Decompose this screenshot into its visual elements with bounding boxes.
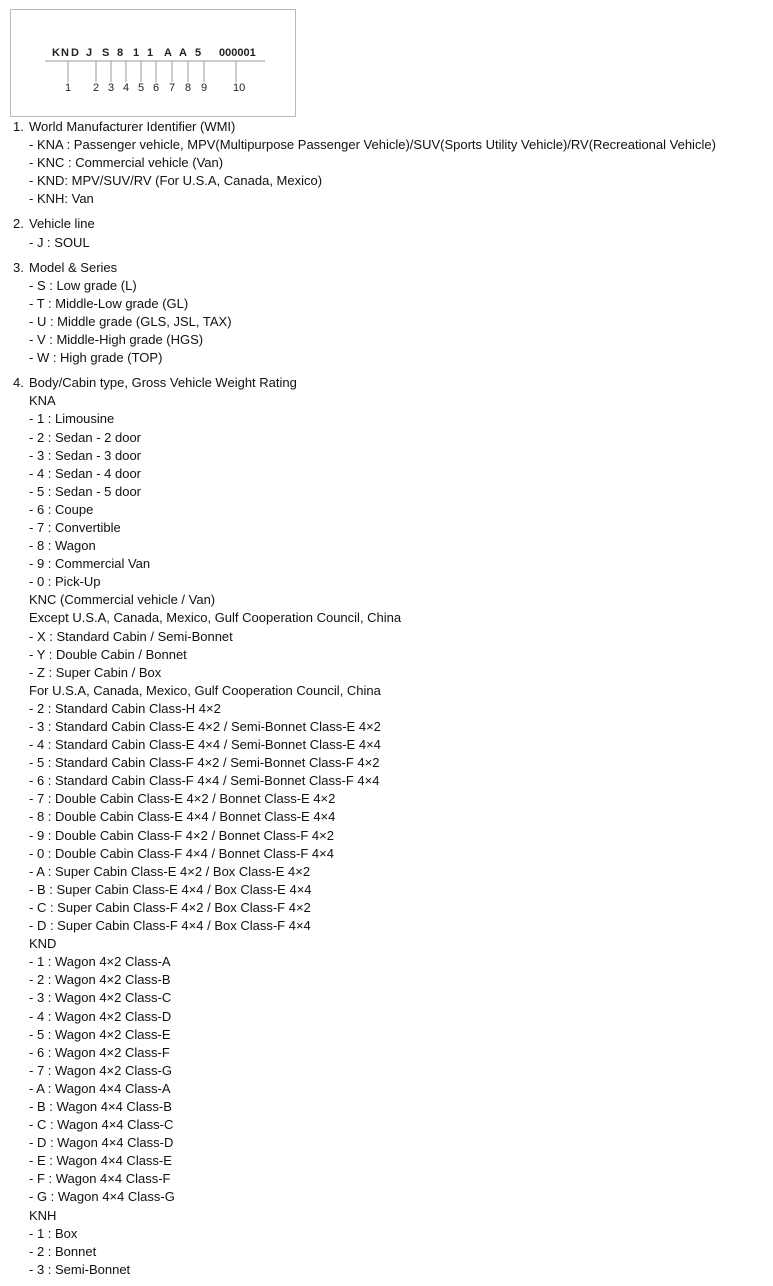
code-entry: - X : Standard Cabin / Semi-Bonnet xyxy=(29,628,233,644)
code-entry: - 6 : Wagon 4×2 Class-F xyxy=(29,1044,170,1060)
vin-char-11: 5 xyxy=(195,47,202,59)
section-number: 1. xyxy=(13,119,24,134)
code-entry: - KNC : Commercial vehicle (Van) xyxy=(29,155,224,171)
vin-diagram xyxy=(10,9,296,117)
code-entry: - 0 : Pick-Up xyxy=(29,574,101,590)
code-entry: - 1 : Wagon 4×2 Class-A xyxy=(29,954,171,970)
vin-position-9: 9 xyxy=(201,82,208,94)
code-entry: - J : SOUL xyxy=(29,234,90,250)
code-entry: - 7 : Double Cabin Class-E 4×2 / Bonnet Class-E 4×2 xyxy=(29,791,336,807)
code-entry: - 8 : Wagon xyxy=(29,538,96,554)
code-entry: - 2 : Wagon 4×2 Class-B xyxy=(29,972,171,988)
vin-position-5: 5 xyxy=(138,82,145,94)
section-heading xyxy=(13,215,768,233)
code-entry: - 6 : Standard Cabin Class-F 4×4 / Semi-Bonnet Class-F 4×4 xyxy=(29,773,380,789)
code-entry: - 3 : Sedan - 3 door xyxy=(29,447,142,463)
code-entry: - D : Wagon 4×4 Class-D xyxy=(29,1135,174,1151)
section-heading xyxy=(13,118,768,136)
subheading: KNC (Commercial vehicle / Van) xyxy=(29,592,216,608)
section-number: 3. xyxy=(13,259,24,275)
code-entry: - 7 : Convertible xyxy=(29,519,121,535)
code-entry: - C : Wagon 4×4 Class-C xyxy=(29,1117,174,1133)
code-entry: - S : Low grade (L) xyxy=(29,277,137,293)
section-3 xyxy=(13,259,768,368)
vin-position-2: 2 xyxy=(93,82,100,94)
section-2 xyxy=(13,215,768,251)
vin-char-5: S xyxy=(102,47,110,59)
code-entry: - 4 : Sedan - 4 door xyxy=(29,465,142,481)
vin-position-1: 1 xyxy=(65,82,72,94)
vin-char-8: 1 xyxy=(147,47,154,59)
code-entry: - A : Wagon 4×4 Class-A xyxy=(29,1080,171,1096)
vin-char-3: D xyxy=(71,47,79,59)
vin-char-2: N xyxy=(61,47,69,59)
code-entry: - 2 : Sedan - 2 door xyxy=(29,429,142,445)
vin-char-12: 000001 xyxy=(219,47,256,59)
code-entry: - 3 : Semi-Bonnet xyxy=(29,1261,131,1277)
vin-char-1: K xyxy=(52,47,60,59)
subheading: KNH xyxy=(29,1207,57,1223)
section-title: Model & Series xyxy=(29,259,118,275)
code-entry: - 5 : Sedan - 5 door xyxy=(29,483,142,499)
vin-char-10: A xyxy=(179,47,187,59)
vin-explanation-list xyxy=(13,118,768,1286)
section-title: Body/Cabin type, Gross Vehicle Weight Rating xyxy=(29,375,297,391)
vin-char-4: J xyxy=(86,47,93,59)
code-entry: - 2 : Bonnet xyxy=(29,1243,97,1259)
vin-char-6: 8 xyxy=(117,47,124,59)
vin-position-7: 7 xyxy=(169,82,176,94)
section-heading xyxy=(13,259,768,277)
vin-char-9: A xyxy=(164,47,172,59)
code-entry: - 5 : Wagon 4×2 Class-E xyxy=(29,1026,171,1042)
code-entry: - KNH: Van xyxy=(29,191,94,207)
vin-position-10: 10 xyxy=(233,82,246,94)
code-entry: - KNA : Passenger vehicle, MPV(Multipurpose Passenger Vehicle)/SUV(Sports Utility Vehicle)/RV(Recreational Vehicle) xyxy=(29,137,716,153)
code-entry: - 3 : Wagon 4×2 Class-C xyxy=(29,990,172,1006)
vin-position-4: 4 xyxy=(123,82,130,94)
code-entry: - 8 : Double Cabin Class-E 4×4 / Bonnet Class-E 4×4 xyxy=(29,809,336,825)
code-entry: - D : Super Cabin Class-F 4×4 / Box Class-F 4×4 xyxy=(29,918,311,934)
section-title: World Manufacturer Identifier (WMI) xyxy=(29,119,236,134)
subheading: Except U.S.A, Canada, Mexico, Gulf Cooperation Council, China xyxy=(29,610,402,626)
code-entry: - 0 : Double Cabin Class-F 4×4 / Bonnet Class-F 4×4 xyxy=(29,845,334,861)
code-entry: - 9 : Double Cabin Class-F 4×2 / Bonnet Class-F 4×2 xyxy=(29,827,334,843)
code-entry: - 3 : Standard Cabin Class-E 4×2 / Semi-Bonnet Class-E 4×2 xyxy=(29,719,381,734)
subheading: KNA xyxy=(29,393,56,409)
vin-char-7: 1 xyxy=(133,47,140,59)
section-number: 4. xyxy=(13,375,24,391)
code-entry: - Y : Double Cabin / Bonnet xyxy=(29,646,187,662)
code-entry: - W : High grade (TOP) xyxy=(29,350,163,366)
code-entry: - E : Wagon 4×4 Class-E xyxy=(29,1153,172,1169)
section-1 xyxy=(13,118,768,208)
section-heading xyxy=(13,374,768,392)
code-entry: - T : Middle-Low grade (GL) xyxy=(29,295,189,311)
vin-position-8: 8 xyxy=(185,82,192,94)
code-entry: - B : Super Cabin Class-E 4×4 / Box Class-E 4×4 xyxy=(29,881,312,897)
code-entry: - 5 : Standard Cabin Class-F 4×2 / Semi-Bonnet Class-F 4×2 xyxy=(29,755,380,771)
code-entry: - 1 : Box xyxy=(29,1225,78,1241)
section-title: Vehicle line xyxy=(29,216,95,232)
code-entry: - 2 : Standard Cabin Class-H 4×2 xyxy=(29,700,221,716)
code-entry: - A : Super Cabin Class-E 4×2 / Box Class-E 4×2 xyxy=(29,863,311,879)
code-entry: - V : Middle-High grade (HGS) xyxy=(29,332,204,348)
code-entry: - C : Super Cabin Class-F 4×2 / Box Class-F 4×2 xyxy=(29,899,311,915)
vin-position-6: 6 xyxy=(153,82,160,94)
code-entry: - B : Wagon 4×4 Class-B xyxy=(29,1098,172,1114)
subheading: For U.S.A, Canada, Mexico, Gulf Cooperation Council, China xyxy=(29,682,381,698)
subheading: KND xyxy=(29,936,57,952)
code-entry: - 1 : Limousine xyxy=(29,411,115,427)
code-entry: - 4 : Standard Cabin Class-E 4×4 / Semi-Bonnet Class-E 4×4 xyxy=(29,737,381,753)
code-entry: - KND: MPV/SUV/RV (For U.S.A, Canada, Mexico) xyxy=(29,173,323,189)
code-entry: - Z : Super Cabin / Box xyxy=(29,664,162,680)
code-entry: - 4 : Wagon 4×2 Class-D xyxy=(29,1008,172,1024)
code-entry: - F : Wagon 4×4 Class-F xyxy=(29,1171,171,1187)
code-entry: - U : Middle grade (GLS, JSL, TAX) xyxy=(29,313,232,329)
section-number: 2. xyxy=(13,216,24,232)
vin-position-3: 3 xyxy=(108,82,115,94)
code-entry: - G : Wagon 4×4 Class-G xyxy=(29,1189,175,1205)
code-entry: - 7 : Wagon 4×2 Class-G xyxy=(29,1062,172,1078)
vin-diagram-graphic xyxy=(11,10,297,118)
code-entry: - 6 : Coupe xyxy=(29,501,94,517)
section-4 xyxy=(13,374,768,1279)
code-entry: - 9 : Commercial Van xyxy=(29,556,151,572)
